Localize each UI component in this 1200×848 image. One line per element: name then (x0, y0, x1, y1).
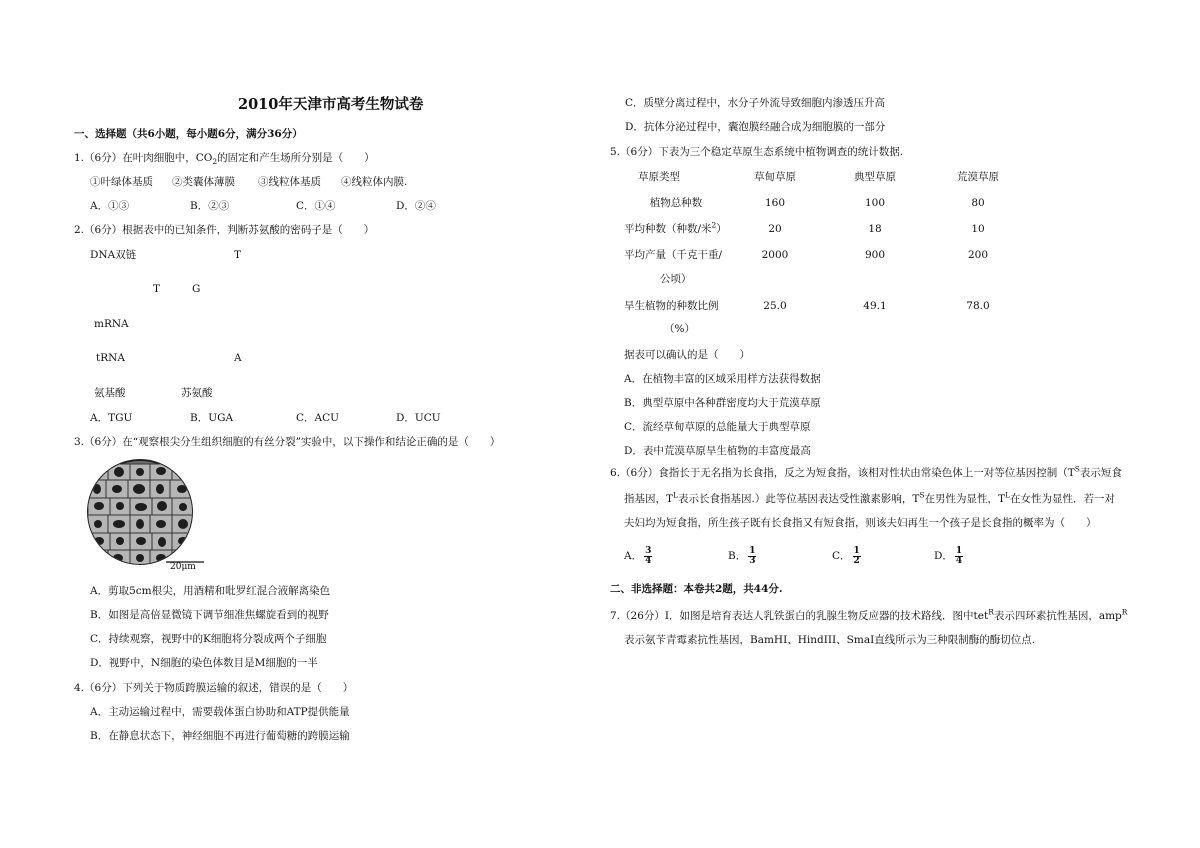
q5-header-desert: 荒漠草原 (957, 171, 999, 183)
micrograph-figure (84, 458, 210, 574)
q5-cell: 900 (864, 249, 886, 261)
q5-option-a[interactable]: A．在植物丰富的区域采用样方法获得数据 (624, 373, 821, 385)
q2-option-d[interactable]: D．UCU (396, 412, 441, 424)
q5-header-typical: 典型草原 (854, 171, 896, 183)
q5-row-3-label-line2: 公顷） (660, 273, 692, 285)
section-1-heading: 一、选择题（共6小题，每小题6分，满分36分） (74, 128, 303, 140)
section-2-heading: 二、非选择题：本卷共2题，共44分. (610, 583, 783, 595)
q6-stem-line-3: 夫妇均为短食指，所生孩子既有长食指又有短食指，则该夫妇再生一个孩子是长食指的概率为（ ） (624, 517, 1097, 529)
q5-cell: 80 (971, 197, 985, 209)
q4-stem: 4.（6分）下列关于物质跨膜运输的叙述，错误的是（ ） (74, 682, 354, 694)
q3-stem: 3.（6分）在“观察根尖分生组织细胞的有丝分裂”实验中，以下操作和结论正确的是（ ） (74, 436, 501, 448)
q2-row-dna: DNA双链 (90, 249, 137, 261)
q3-option-c[interactable]: C．持续观察，视野中的K细胞将分裂成两个子细胞 (90, 633, 327, 645)
q2-row-amino-acid: 氨基酸 (94, 387, 126, 399)
q5-question: 据表可以确认的是（ ） (624, 349, 750, 361)
q1-option-c[interactable]: C．①④ (296, 200, 336, 212)
q1-item-2: ②类囊体薄膜 (172, 176, 235, 188)
q5-cell: 49.1 (863, 300, 887, 312)
q2-cell-t1: T (234, 249, 242, 261)
page-title: 2010年天津市高考生物试卷 (238, 96, 424, 113)
q5-cell: 25.0 (763, 300, 787, 312)
q2-option-c[interactable]: C．ACU (296, 412, 339, 424)
q5-cell: 78.0 (966, 300, 990, 312)
q5-option-d[interactable]: D．表中荒漠草原旱生植物的丰富度最高 (624, 445, 811, 457)
q2-cell-g: G (192, 283, 201, 295)
q7-stem-line-2: 表示氨苄青霉素抗性基因，BamHI、HindIII、SmaI直线所示为三种限制酶的酶切位点. (624, 634, 1036, 646)
q5-option-b[interactable]: B．典型草原中各种群密度均大于荒漠草原 (624, 397, 821, 409)
q2-row-trna: tRNA (96, 352, 125, 364)
q2-option-a[interactable]: A．TGU (90, 412, 133, 424)
q6-option-c[interactable]: C． $\frac{1}{2}$ (832, 545, 860, 566)
q5-header-type: 草原类型 (638, 171, 680, 183)
q5-cell: 200 (967, 249, 989, 261)
q5-cell: 160 (764, 197, 786, 209)
q1-option-b[interactable]: B．②③ (190, 200, 230, 212)
q6-stem-line-1: 6.（6分）食指长于无名指为长食指，反之为短食指，该相对性状由常染色体上一对等位基因控制（$T^S$表示短食 (610, 464, 1122, 479)
q6-option-d[interactable]: D． $\frac{1}{4}$ (934, 545, 963, 566)
q5-row-2-label: 平均种数（种数/米$^2$） (624, 220, 727, 235)
q1-option-a[interactable]: A．①③ (90, 200, 130, 212)
q2-option-b[interactable]: B．UGA (190, 412, 234, 424)
q5-header-meadow: 草甸草原 (754, 171, 796, 183)
q4-option-a[interactable]: A．主动运输过程中，需要载体蛋白协助和ATP提供能量 (90, 706, 350, 718)
q1-stem: 1.（6分）在叶肉细胞中，$CO_2$的固定和产生场所分别是（ ） (74, 152, 375, 167)
q1-item-4: ④线粒体内膜. (341, 176, 408, 188)
q6-stem-line-2: 指基因，$T^L$表示长食指基因.）此等位基因表达受性激素影响，$T^S$在男性为显性，$T^L$在女性为显性．若一对 (624, 490, 1115, 505)
q3-option-b[interactable]: B．如图是高倍显微镜下调节细准焦螺旋看到的视野 (90, 609, 329, 621)
q5-cell: 2000 (761, 249, 789, 261)
q1-option-d[interactable]: D．②④ (396, 200, 436, 212)
q5-cell: 20 (768, 223, 782, 235)
q1-item-1: ①叶绿体基质 (90, 176, 153, 188)
q5-row-3-label: 平均产量（千克干重/ (624, 249, 723, 261)
q4-option-d[interactable]: D．抗体分泌过程中，囊泡膜经融合成为细胞膜的一部分 (625, 121, 886, 133)
q4-option-b[interactable]: B．在静息状态下，神经细胞不再进行葡萄糖的跨膜运输 (90, 730, 350, 742)
q3-option-d[interactable]: D．视野中，N细胞的染色体数目是M细胞的一半 (90, 657, 318, 669)
q5-row-1-label: 植物总种数 (649, 197, 703, 209)
q5-stem: 5.（6分）下表为三个稳定草原生态系统中植物调查的统计数据. (610, 146, 904, 158)
q6-option-a[interactable]: A． $\frac{3}{4}$ (624, 545, 652, 566)
q2-stem: 2.（6分）根据表中的已知条件，判断苏氨酸的密码子是（ ） (74, 224, 375, 236)
q6-option-b[interactable]: B． $\frac{1}{3}$ (728, 545, 756, 566)
q2-row-mrna: mRNA (94, 318, 129, 330)
q2-cell-a: A (234, 352, 242, 364)
q5-cell: 10 (971, 223, 985, 235)
q5-row-4-label: 旱生植物的种数比例 (624, 300, 719, 312)
q5-option-c[interactable]: C．流经草甸草原的总能量大于典型草原 (624, 421, 811, 433)
q3-option-a[interactable]: A．剪取5cm根尖，用酒精和吡罗红混合液解离染色 (90, 585, 331, 597)
q5-row-4-label-line2: （%） (664, 323, 695, 335)
q2-cell-t2: T (153, 283, 161, 295)
q2-cell-threonine: 苏氨酸 (181, 387, 213, 399)
q5-cell: 18 (868, 223, 882, 235)
q5-cell: 100 (864, 197, 886, 209)
scale-label: 20μm (170, 562, 196, 572)
q7-stem-line-1: 7.（26分）Ⅰ．如图是培育表达人乳铁蛋白的乳腺生物反应器的技术路线．图中tet$^R$表示四环素抗性基因，amp$^R$ (610, 607, 1128, 622)
q1-item-3: ③线粒体基质 (258, 176, 321, 188)
micrograph-image (84, 458, 210, 574)
q4-option-c[interactable]: C．质壁分离过程中，水分子外流导致细胞内渗透压升高 (625, 97, 886, 109)
